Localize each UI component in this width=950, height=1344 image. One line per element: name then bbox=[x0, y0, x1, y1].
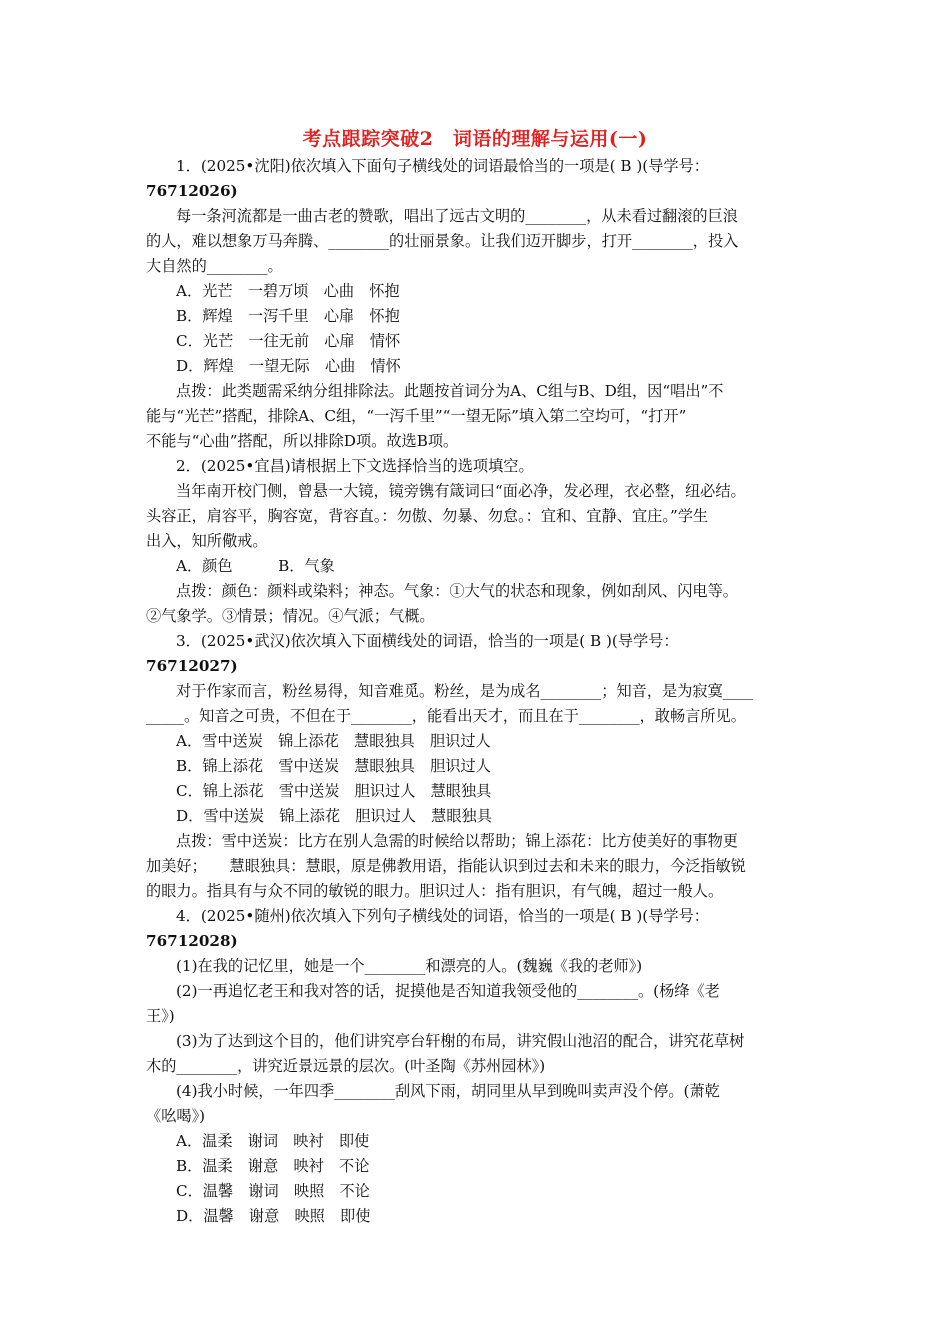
question-3-stem: 3．(2025•武汉)依次填入下面横线处的词语，恰当的一项是( B )(导学号： bbox=[176, 632, 679, 650]
question-1-hint: 不能与“心曲”搭配，所以排除D项。故选B项。 bbox=[146, 432, 459, 450]
question-3-option-a: A．雪中送炭 锦上添花 慧眼独具 胆识过人 bbox=[176, 732, 491, 750]
question-3-option-d: D．雪中送炭 锦上添花 胆识过人 慧眼独具 bbox=[176, 807, 492, 825]
question-3-option-c: C．锦上添花 雪中送炭 胆识过人 慧眼独具 bbox=[176, 782, 492, 800]
question-3-number: 76712027) bbox=[146, 657, 238, 675]
question-1-stem: 1．(2025•沈阳)依次填入下面句子横线处的词语最恰当的一项是( B )(导学号： bbox=[176, 157, 709, 175]
question-1-hint: 点拨：此类题需采纳分组排除法。此题按首词分为A、C组与B、D组，因“唱出”不 bbox=[176, 382, 724, 400]
question-3-hint: 的眼力。指具有与众不同的敏锐的眼力。胆识过人：指有胆识，有气魄，超过一般人。 bbox=[146, 882, 724, 900]
question-1-number: 76712026) bbox=[146, 182, 238, 200]
question-1-passage-line: 每一条河流都是一曲古老的赞歌，唱出了远古文明的________，从未看过翻滚的巨浪 bbox=[176, 207, 738, 225]
question-1-option-c: C．光芒 一往无前 心扉 情怀 bbox=[176, 332, 401, 350]
question-1-option-a: A．光芒 一碧万顷 心曲 怀抱 bbox=[176, 282, 400, 300]
question-4-option-d: D．温馨 谢意 映照 即使 bbox=[176, 1207, 371, 1225]
question-3-passage-line: _____。知音之可贵，不但在于________，能看出天才，而且在于________，敢畅言所见。 bbox=[146, 707, 746, 725]
question-2-options: A．颜色 B．气象 bbox=[176, 557, 335, 575]
question-4-sentence-3-cont: 木的________，讲究近景远景的层次。(叶圣陶《苏州园林》) bbox=[146, 1057, 546, 1075]
question-2-passage-line: 头容正，肩容平，胸容宽，背容直。：勿傲、勿暴、勿怠。：宜和、宜静、宜庄。”学生 bbox=[146, 507, 709, 525]
question-4-sentence-3: (3)为了达到这个目的，他们讲究亭台轩榭的布局，讲究假山池沼的配合，讲究花草树 bbox=[176, 1032, 745, 1050]
question-1-passage-line: 大自然的________。 bbox=[146, 257, 283, 275]
question-3-hint: 加美好； 慧眼独具：慧眼，原是佛教用语，指能认识到过去和未来的眼力，今泛指敏锐 bbox=[146, 857, 746, 875]
question-3-hint: 点拨：雪中送炭：比方在别人急需的时候给以帮助；锦上添花：比方使美好的事物更 bbox=[176, 832, 738, 850]
question-1-option-d: D．辉煌 一望无际 心曲 情怀 bbox=[176, 357, 401, 375]
question-4-stem: 4．(2025•随州)依次填入下列句子横线处的词语，恰当的一项是( B )(导学号： bbox=[176, 907, 709, 925]
question-4-option-a: A．温柔 谢词 映衬 即使 bbox=[176, 1132, 370, 1150]
question-4-sentence-4: (4)我小时候，一年四季________刮风下雨，胡同里从早到晚叫卖声没个停。(萧乾 bbox=[176, 1082, 720, 1100]
question-4-option-c: C．温馨 谢词 映照 不论 bbox=[176, 1182, 370, 1200]
question-3-option-b: B．锦上添花 雪中送炭 慧眼独具 胆识过人 bbox=[176, 757, 491, 775]
question-4-sentence-1: (1)在我的记忆里，她是一个________和漂亮的人。(魏巍《我的老师》) bbox=[176, 957, 643, 975]
question-4-option-b: B．温柔 谢意 映衬 不论 bbox=[176, 1157, 370, 1175]
question-4-sentence-4-cont: 《吆喝》) bbox=[146, 1107, 206, 1125]
question-2-stem: 2．(2025•宜昌)请根据上下文选择恰当的选项填空。 bbox=[176, 457, 534, 475]
question-4-sentence-2: (2)一再追忆老王和我对答的话，捉摸他是否知道我领受他的________。(杨绛《老 bbox=[176, 982, 720, 1000]
question-2-passage-line: 当年南开校门侧，曾悬一大镜，镜旁镌有箴词曰“面必净，发必理，衣必整，纽必结。 bbox=[176, 482, 746, 500]
question-4-sentence-2-cont: 王》) bbox=[146, 1007, 175, 1025]
question-1-passage-line: 的人，难以想象万马奔腾、________的壮丽景象。让我们迈开脚步，打开________，投入 bbox=[146, 232, 739, 250]
question-4-number: 76712028) bbox=[146, 932, 238, 950]
question-2-passage-line: 出入，知所儆戒。 bbox=[146, 532, 268, 550]
page-title: 考点跟踪突破2 词语的理解与运用(一) bbox=[302, 128, 648, 150]
question-2-hint: ②气象学。③情景；情况。④气派；气概。 bbox=[146, 607, 435, 625]
question-3-passage-line: 对于作家而言，粉丝易得，知音难觅。粉丝，是为成名________；知音，是为寂寞____ bbox=[176, 682, 754, 700]
question-1-hint: 能与“光芒”搭配，排除A、C组，“一泻千里”“一望无际”填入第二空均可，“打开” bbox=[146, 407, 687, 425]
question-2-hint: 点拨：颜色：颜料或染料；神态。气象：①大气的状态和现象，例如刮风、闪电等。 bbox=[176, 582, 738, 600]
question-1-option-b: B．辉煌 一泻千里 心扉 怀抱 bbox=[176, 307, 400, 325]
